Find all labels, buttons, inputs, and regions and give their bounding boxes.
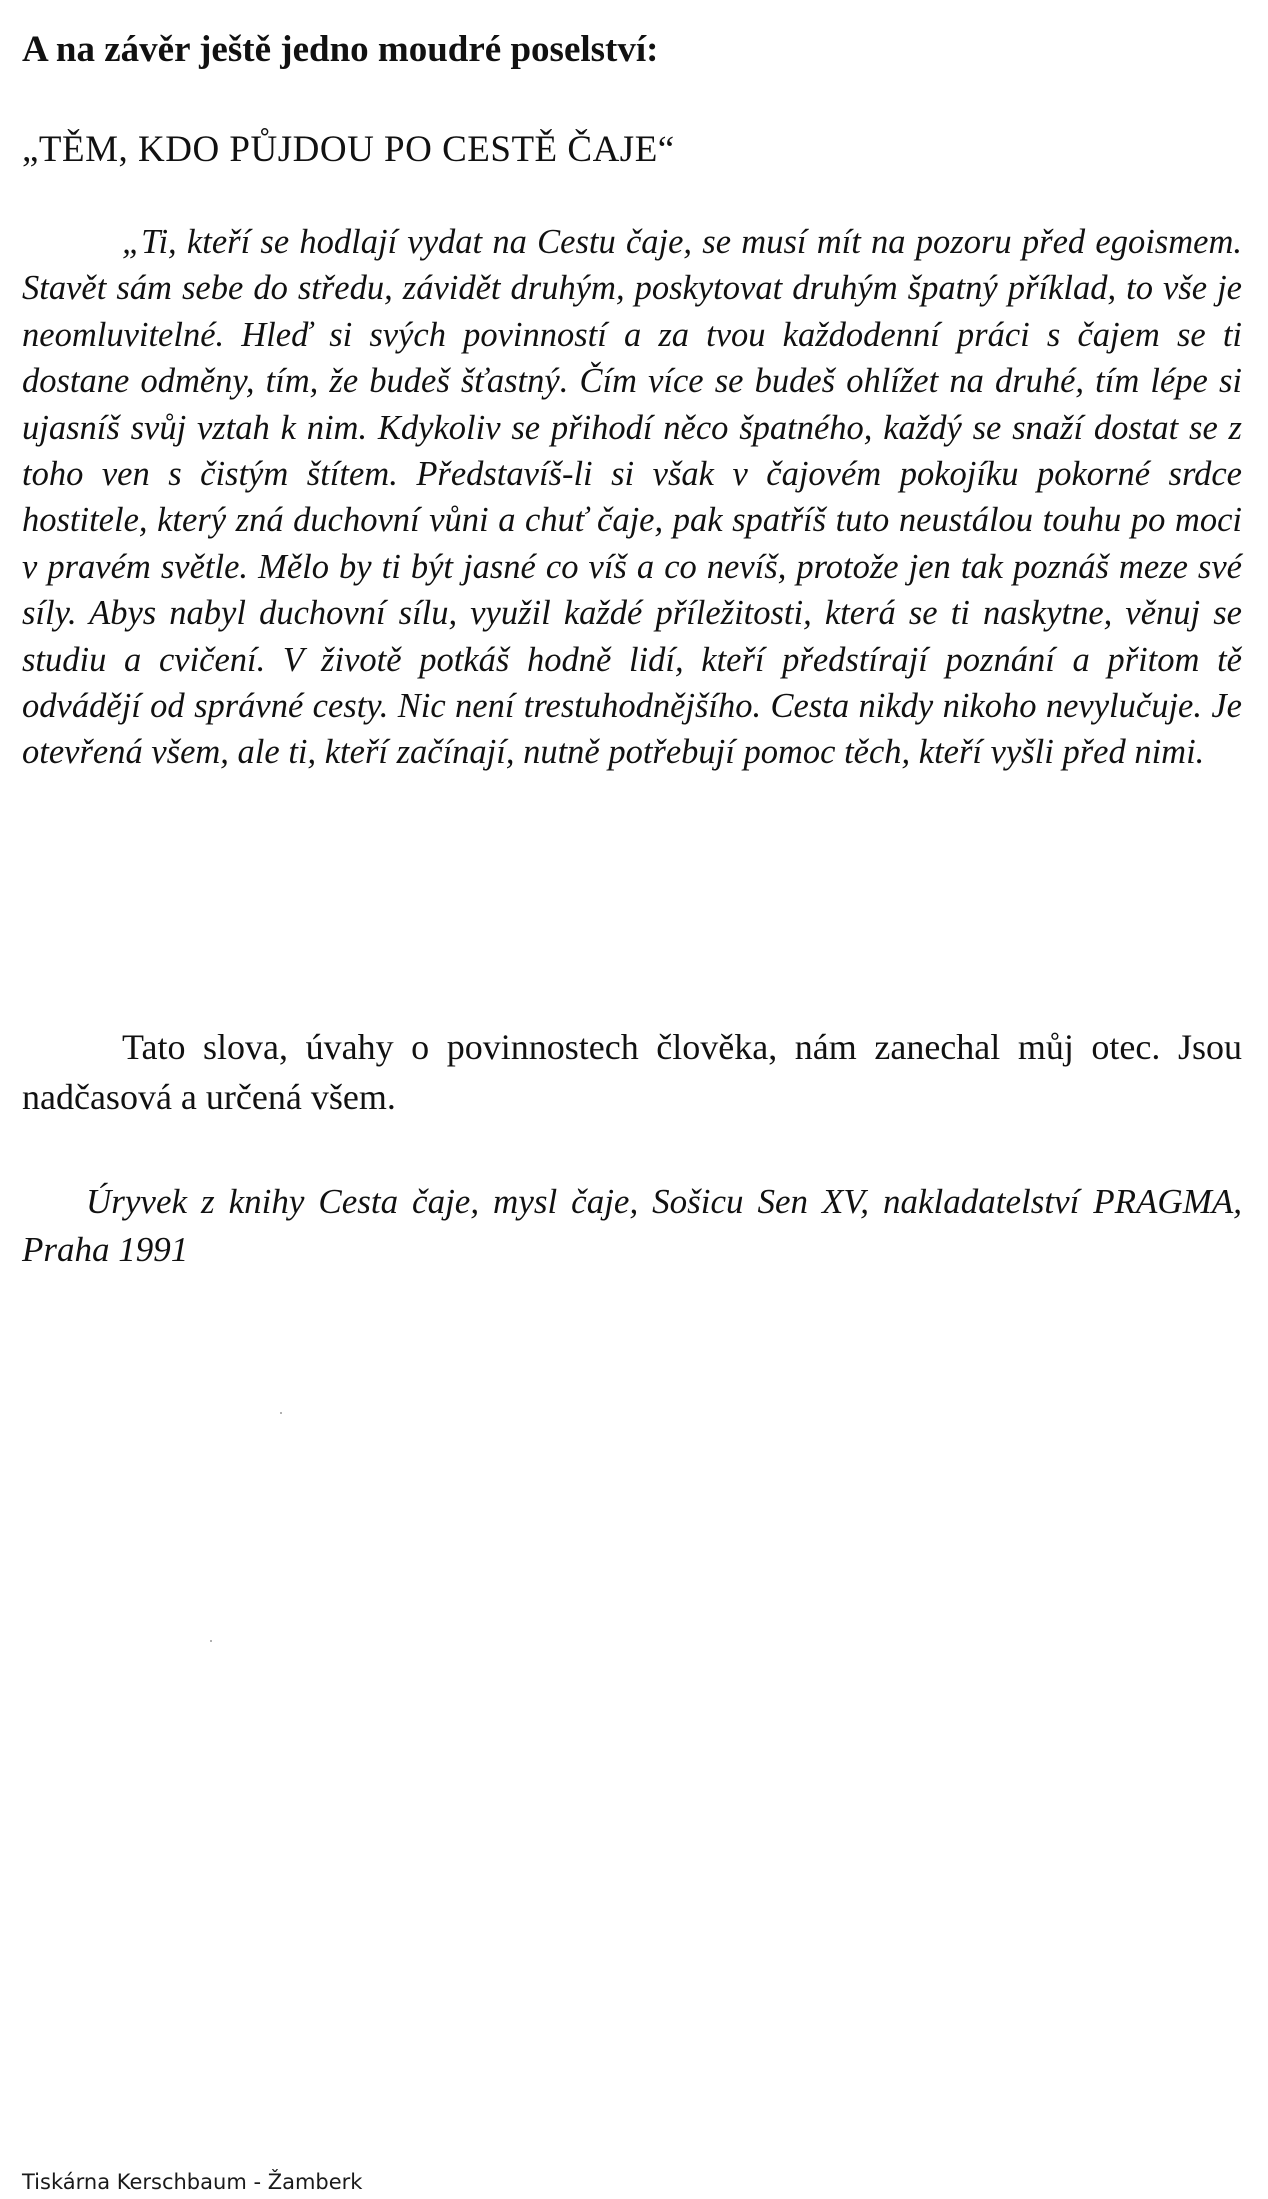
intro-heading: A na závěr ještě jedno moudré poselství: <box>22 29 659 70</box>
quote-paragraph: „Ti, kteří se hodlají vydat na Cestu čaje, se musí mít na pozoru před egoismem. Stavět sám sebe do středu, závidět druhým, poskytovat druhým špatný příklad, to vše je neomluvitelné. Hleď si svých povinností a za tvou každodenní práci s čajem se ti dostane odměny, tím, že budeš šťastný. Čím více se budeš ohlížet na druhé, tím lépe si ujasníš svůj vztah k nim. Kdykoliv se přihodí něco špatného, každý se snaží dostat se z toho ven s čistým štítem. Představíš-li si však v čajovém pokojíku pokorné srdce hostitele, který zná duchovní vůni a chuť čaje, pak spatříš tuto neustálou touhu po moci v pravém světle. Mělo by ti být jasné co víš a co nevíš, protože jen tak poznáš meze své síly. Abys nabyl duchovní sílu, využil každé příležitosti, která se ti naskytne, věnuj se studiu a cvičení. V životě potkáš hodně lidí, kteří předstírají poznání a přitom tě odvádějí od správné cesty. Nic není trestuhodnějšího. Cesta nikdy nikoho nevylučuje. Je otevřená všem, ale ti, kteří začínají, nutně potřebují pomoc těch, kteří vyšli před nimi. <box>22 223 1242 772</box>
scan-speck <box>210 1640 212 1642</box>
printer-footer: Tiskárna Kerschbaum - Žamberk <box>22 2170 363 2194</box>
page-title: „TĚM, KDO PŮJDOU PO CESTĚ ČAJE“ <box>22 129 675 170</box>
scan-speck <box>280 1412 282 1414</box>
source-citation: Úryvek z knihy Cesta čaje, mysl čaje, Sošicu Sen XV, nakladatelství PRAGMA, Praha 1991 <box>22 1182 1242 1269</box>
note-paragraph: Tato slova, úvahy o povinnostech člověka, nám zanechal můj otec. Jsou nadčasová a určená všem. <box>22 1027 1242 1117</box>
